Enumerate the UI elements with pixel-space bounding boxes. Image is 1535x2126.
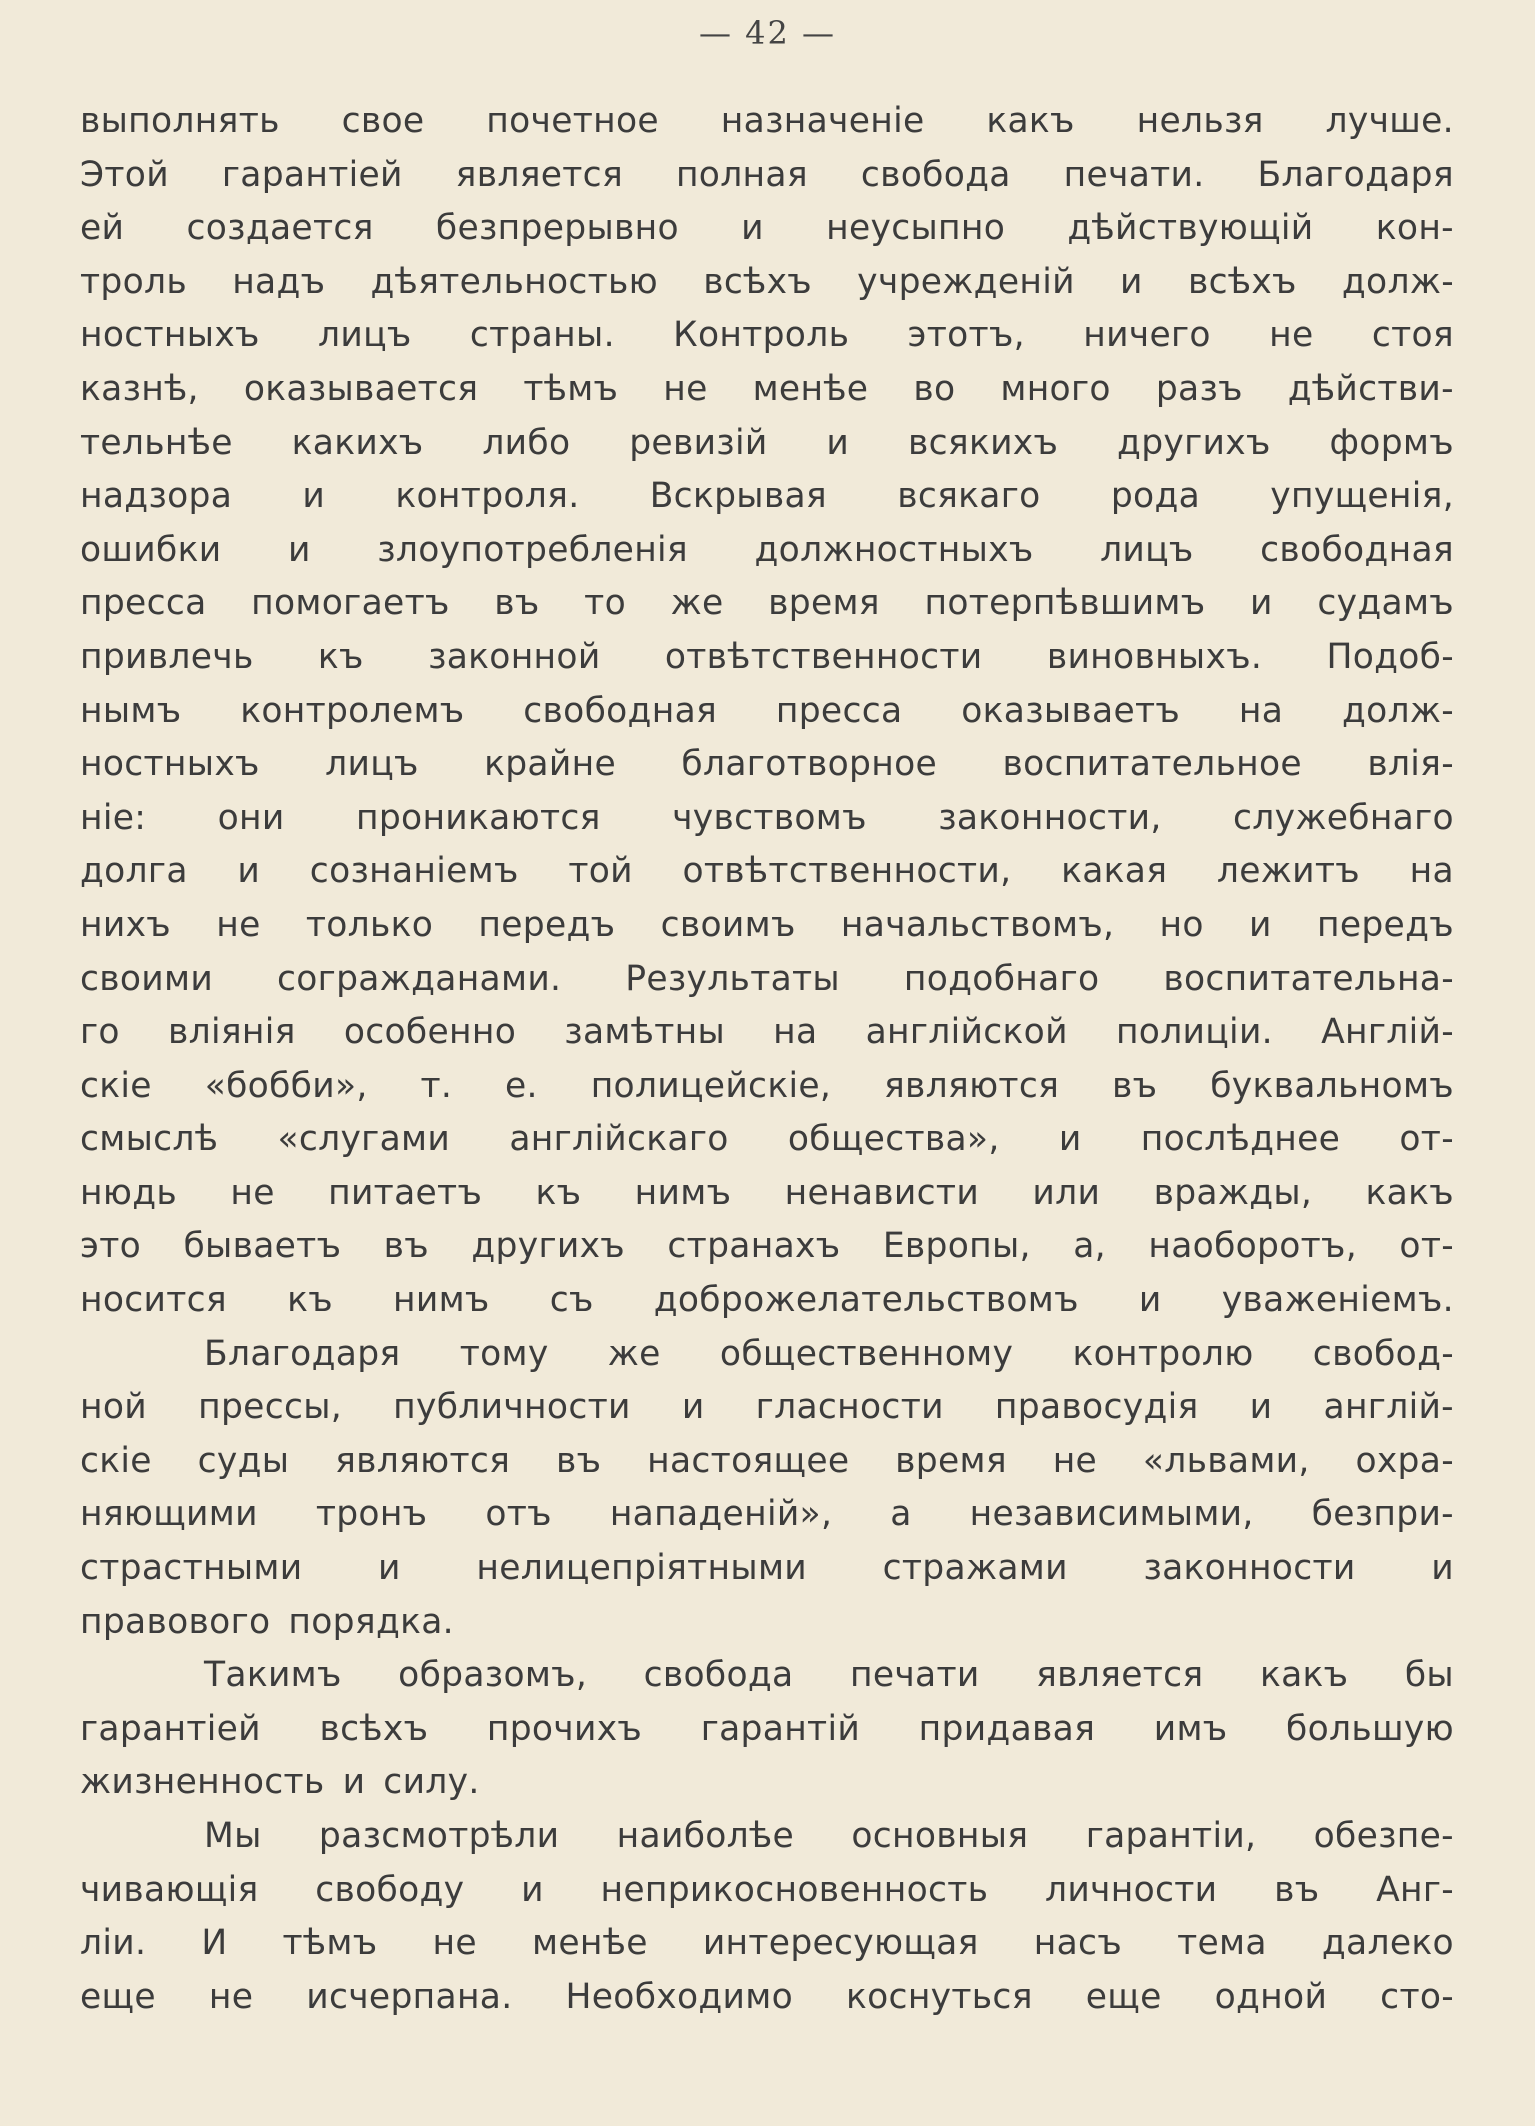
text-line: скіе «бобби», т. е. полицейскіе, являются въ буквальномъ bbox=[80, 1065, 1454, 1106]
text-line: няющими тронъ отъ нападеній», а независимыми, безпри- bbox=[80, 1494, 1454, 1535]
text-line: нымъ контролемъ свободная пресса оказываетъ на долж- bbox=[80, 690, 1454, 731]
text-line: нихъ не только передъ своимъ начальствомъ, но и передъ bbox=[80, 904, 1454, 945]
text-line: троль надъ дѣятельностью всѣхъ учрежденій и всѣхъ долж- bbox=[80, 261, 1454, 302]
text-line: го вліянія особенно замѣтны на англійской полиціи. Англій- bbox=[80, 1012, 1454, 1053]
text-line: Мы разсмотрѣли наиболѣе основныя гарантіи, обезпе- bbox=[204, 1816, 1454, 1856]
text-line: долга и сознаніемъ той отвѣтственности, какая лежитъ на bbox=[80, 851, 1454, 892]
text-line: смыслѣ «слугами англійскаго общества», и послѣднее от- bbox=[80, 1119, 1454, 1160]
text-line: нюдь не питаетъ къ нимъ ненависти или вражды, какъ bbox=[80, 1172, 1454, 1213]
text-line: своими согражданами. Результаты подобнаго воспитательна- bbox=[80, 958, 1454, 999]
text-line: ніе: они проникаются чувствомъ законности, служебнаго bbox=[80, 797, 1454, 838]
text-line: надзора и контроля. Вскрывая всякаго рода упущенія, bbox=[80, 476, 1454, 517]
text-line: гарантіей всѣхъ прочихъ гарантій придавая имъ большую bbox=[80, 1708, 1454, 1749]
text-line: ностныхъ лицъ крайне благотворное воспитательное влія- bbox=[80, 744, 1454, 785]
page-number: — 42 — bbox=[698, 14, 837, 52]
text-line: выполнять свое почетное назначеніе какъ нельзя лучше. bbox=[80, 101, 1454, 141]
text-line: тельнѣе какихъ либо ревизій и всякихъ другихъ формъ bbox=[80, 422, 1454, 463]
text-line: Этой гарантіей является полная свобода печати. Благодаря bbox=[80, 154, 1454, 195]
text-line: Благодаря тому же общественному контролю свобод- bbox=[204, 1333, 1454, 1374]
text-body bbox=[80, 95, 1454, 2024]
text-line: ной прессы, публичности и гласности правосудія и англій- bbox=[80, 1387, 1454, 1428]
text-line: страстными и нелицепріятными стражами законности и bbox=[80, 1548, 1454, 1589]
text-line: это бываетъ въ другихъ странахъ Европы, а, наоборотъ, от- bbox=[80, 1226, 1454, 1267]
text-line: ностныхъ лицъ страны. Контроль этотъ, ничего не стоя bbox=[80, 315, 1454, 356]
text-line: Такимъ образомъ, свобода печати является какъ бы bbox=[204, 1655, 1454, 1696]
text-line: ошибки и злоупотребленія должностныхъ лицъ свободная bbox=[80, 529, 1454, 570]
text-line: казнѣ, оказывается тѣмъ не менѣе во много разъ дѣйстви- bbox=[80, 368, 1454, 409]
text-line: чивающія свободу и неприкосновенность личности въ Анг- bbox=[80, 1869, 1454, 1910]
text-line: носится къ нимъ съ доброжелательствомъ и уваженіемъ. bbox=[80, 1280, 1454, 1321]
text-line: правового порядка. bbox=[80, 1601, 454, 1642]
text-line: скіе суды являются въ настоящее время не «львами, охра- bbox=[80, 1440, 1454, 1481]
text-line: еще не исчерпана. Необходимо коснуться еще одной сто- bbox=[80, 1976, 1454, 2017]
text-line: ліи. И тѣмъ не менѣе интересующая насъ тема далеко bbox=[80, 1923, 1454, 1964]
text-line: ей создается безпрерывно и неусыпно дѣйствующій кон- bbox=[80, 208, 1454, 249]
text-line: привлечь къ законной отвѣтственности виновныхъ. Подоб- bbox=[80, 636, 1454, 677]
text-line: жизненность и силу. bbox=[80, 1762, 480, 1803]
text-line: пресса помогаетъ въ то же время потерпѣвшимъ и судамъ bbox=[80, 583, 1454, 624]
